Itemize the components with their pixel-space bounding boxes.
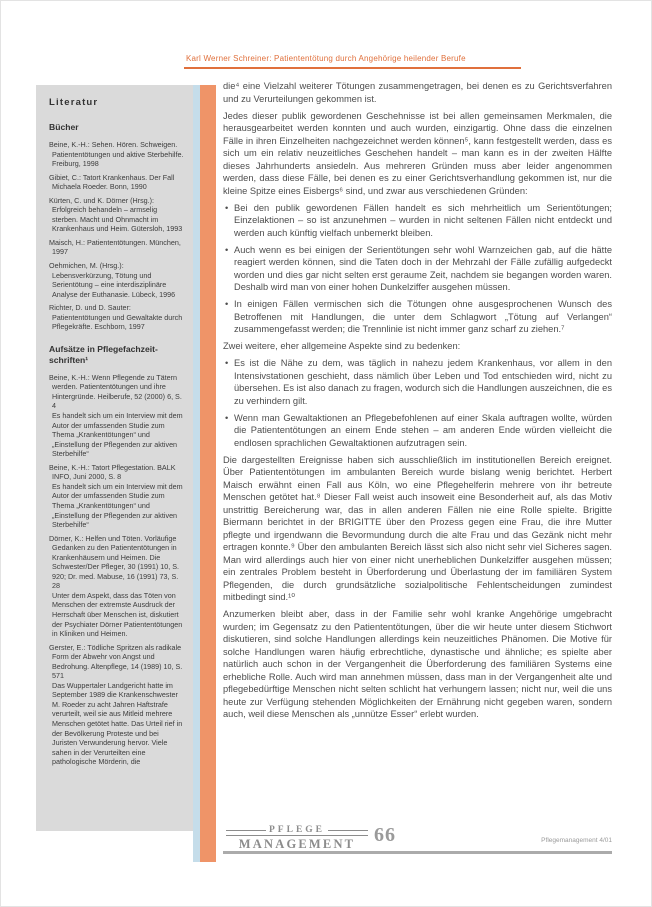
bib-citation: Gibiet, C.: Tatort Krankenhaus. Der Fall Michaela Roeder. Bonn, 1990 (49, 172, 175, 192)
bib-note: Unter dem Aspekt, dass das Töten von Menschen der extremste Ausdruck der Herrschaft über Menschen ist, diskutiert der Psychiater Dörner Patiententötungen in Kliniken und Heimen. (52, 590, 183, 639)
bib-note: Es handelt sich um ein Interview mit dem Autor der umfassenden Studie zum Thema „Krankentötungen“ und „Einstellung der Pflegenden zur aktiven Sterbehilfe“ (52, 411, 183, 459)
sidebar-section (49, 344, 185, 767)
bib-citation: Gerster, E.: Tödliche Spritzen als radikale Form der Abwehr von Angst und Bedrohung. Altenpflege, 14 (1989) 10, S. 571 (49, 642, 183, 681)
bib-citation: Kürten, C. und K. Dörner (Hrsg.): Erfolgreich behandeln – armselig sterben. Macht und Ohnmacht im Krankenhaus und Heim. Gütersloh, 1993 (49, 195, 183, 234)
bib-entry (49, 238, 185, 257)
main-text (223, 80, 612, 725)
bib-citation: Beine, K.-H.: Wenn Pflegende zu Tätern werden. Patiententötungen und ihre Hintergründe. Heilberufe, 52 (2000) 6, S. 4 (49, 372, 182, 411)
bib-entry (49, 373, 185, 459)
bib-entry (49, 534, 185, 639)
bib-entry (49, 173, 185, 192)
bib-citation: Richter, D. und D. Sauter: Patiententötungen und Gewaltakte durch Pflegekräfte. Eschborn, 1997 (49, 303, 183, 332)
sidebar-title: Literatur (49, 97, 99, 108)
bib-citation: Oehmichen, M. (Hrsg.): Lebensverkürzung, Tötung und Serientötung – eine interdisziplinäre Analyse der Euthanasie. Lübeck, 1996 (49, 261, 176, 299)
journal-logo-pflege: PFLEGE (226, 825, 368, 835)
running-head: Karl Werner Schreiner: Patiententötung durch Angehörige heilender Berufe (186, 54, 466, 63)
sidebar-section-heading: Aufsätze in Pflegefachzeitschriften¹ (49, 343, 158, 365)
bib-entry (49, 463, 185, 530)
bullet-item: • Bei den publik gewordenen Fällen handelt es sich mehrheitlich um Serientötungen; Einzelaktionen – so ist anzunehmen – wurden in nicht seltenen Fällen nicht entdeckt und werden auch künftig vielfach unbemerkt bleiben. (223, 202, 612, 240)
bib-citation: Beine, K.-H.: Sehen. Hören. Schweigen. Patiententötungen und aktive Sterbehilfe. Freiburg, 1998 (49, 140, 184, 169)
paragraph: Die dargestellten Ereignisse haben sich ausschließlich im institutionellen Bereich ereignet. Über Patiententötungen im ambulanten Bereich wurde bislang wenig berichtet. Herbert Maisch erwähnt einen Fall aus Köln, wo eine Pflegehelferin mehrere von ihr betreute Menschen getötet hat.⁸ Dieser Fall weist auch insoweit eine Besonderheit auf, als das Motiv unstrittig Bereicherung war, das in allen anderen Fällen nie eine Rolle spielte. Brigitte Biermann berichtet in der BRIGITTE über den Prozess gegen eine Frau, die ihre Mutter pflegte und irgendwann die Bevormundung durch die alte Frau und das Gezänk nicht mehr ertragen konnte.⁹ Über den ambulanten Bereich lässt sich also nicht sehr viel Sicheres sagen. Man wird allerdings auch hier von einer nicht unerheblichen Dunkelziffer ausgehen müssen; ein zentrales Problem besteht in Überforderung und Überlastung der im familiären System Pflegenden, die durch grundsätzliche sozialpolitische Fehlentscheidungen zumindest mitbedingt sind.¹⁰ (223, 454, 612, 602)
journal-logo-management: MANAGEMENT (226, 835, 368, 852)
bib-citation: Dörner, K.: Helfen und Töten. Vorläufige Gedanken zu den Patiententötungen in Krankenhäusern und Heimen. Die Schwester/Der Pfleger, 30 (1991) 10, S. 920; Dr. med. Mabuse, 16 (1991) 73, S. 28 (49, 533, 180, 591)
bib-entry (49, 140, 185, 169)
issue-label: Pflegemanagement 4/01 (541, 837, 612, 844)
accent-strip-blue (193, 85, 200, 862)
bib-entry (49, 261, 185, 299)
paragraph: Anzumerken bleibt aber, dass in der Familie sehr wohl kranke Angehörige umgebracht wurden; im Gegensatz zu den Patiententötungen, über die wir heute unter diesem Stichwort diskutieren, sind solche Handlungen allerdings kein neuzeitliches Phänomen. Die Motive für solche Handlungen waren häufig erbrechtliche, dynastische und ähnliche; es spielte aber natürlich auch schon in der Vergangenheit die Überforderung des familiären Systems eine erhebliche Rolle. Auch wird man annehmen müssen, dass man in der Vergangenheit alte und pflegebedürftige Menschen nicht selten schlicht hat verhungern lassen; nicht nur, weil die uns heute zur Verfügung stehenden Möglichkeiten der Ernährung nicht gegeben waren, sondern auch, weil diese Menschen als „unnütze Esser“ erlebt wurden. (223, 609, 612, 719)
footer-rule (223, 851, 612, 854)
bib-citation: Maisch, H.: Patiententötungen. München, 1997 (49, 237, 181, 257)
sidebar-section-heading: Bücher (49, 122, 79, 132)
page-number: 66 (374, 824, 396, 846)
bib-note: Es handelt sich um ein Interview mit dem Autor der umfassenden Studie zum Thema „Krankentötungen“ und „Einstellung der Pflegenden zur aktiven Sterbehilfe“ (52, 481, 183, 530)
paragraph: die⁴ eine Vielzahl weiterer Tötungen zusammengetragen, bei denen es zu Gerichtsverfahren und zu Verurteilungen gekommen ist. (223, 81, 612, 104)
bullet-item: • In einigen Fällen vermischen sich die Tötungen ohne ausgesprochenen Wunsch des Betroffenen mit Handlungen, die unter dem Schlagwort „Tötung auf Verlangen“ zusammengefasst werden; die Trennlinie ist nicht immer ganz scharf zu ziehen.⁷ (223, 298, 612, 336)
bullet-item: • Auch wenn es bei einigen der Serientötungen sehr wohl Warnzeichen gab, auf die hätte reagiert werden können, sind die Taten doch in der Mehrzahl der Fälle zufällig aufgedeckt worden und dies gar nicht selten erst geraume Zeit, nachdem sie begangen worden waren. Deshalb wird man von einer hohen Dunkelziffer ausgehen müssen. (223, 244, 612, 294)
running-head-rule (184, 67, 521, 69)
sidebar-sections (49, 122, 185, 767)
accent-strip-orange (200, 85, 216, 862)
bullet-item: • Es ist die Nähe zu dem, was täglich in nahezu jedem Krankenhaus, vor allem in den Intensivstationen geschieht, dass nämlich über Leben und Tod entschieden wird, nicht zu übersehen. Es ist also danach zu fragen, wodurch sich die Handlungen auszeichnen, die es zu verhindern gilt. (223, 357, 612, 407)
sidebar-section (49, 122, 185, 332)
bib-entry (49, 303, 185, 332)
bullet-item: • Wenn man Gewaltaktionen an Pflegebefohlenen auf einer Skala auftragen wollte, würden die Patiententötungen an einem Ende stehen – am anderen Ende würden vielleicht die endlosen sprachlichen Gewaltaktionen aufzutragen sein. (223, 412, 612, 450)
bib-entry (49, 643, 185, 767)
paragraph: Zwei weitere, eher allgemeine Aspekte sind zu bedenken: (223, 341, 461, 351)
bib-entry (49, 196, 185, 234)
paragraph: Jedes dieser publik gewordenen Geschehnisse ist bei allen gemeinsamen Merkmalen, die herausgearbeitet werden konnten und auch wurden, einzigartig. Ohne dass die einzelnen Fälle in ihren Einzelheiten nachgezeichnet werden können⁵, kann festgestellt werden, dass es sich um ein relativ neuzeitliches Geschehen handelt – man kann es in der zweiten Hälfte dieses Jahrhunderts ansiedeln. Aus mehreren Gründen muss aber leider angenommen werden, dass diese Fälle, bei denen es zu einer Gerichtsverhandlung gekommen ist, nur die kleine Spitze eines Eisbergs⁶ sind, und zwar aus verschiedenen Gründen: (223, 110, 612, 196)
journal-logo (226, 825, 368, 852)
bib-citation: Beine, K.-H.: Tatort Pflegestation. BALK INFO, Juni 2000, S. 8 (49, 462, 176, 482)
bib-note: Das Wuppertaler Landgericht hatte im September 1989 die Krankenschwester M. Roeder zu acht Jahren Haftstrafe verurteilt, weil sie aus Mitleid mehrere Menschen getötet hatte. Das Urteil rief in der Bevölkerung Proteste und bei Juristen Verwunderung hervor. Viele sahen in der Verurteilten eine pathologische Mörderin, die (52, 680, 183, 767)
literature-sidebar (36, 85, 193, 831)
